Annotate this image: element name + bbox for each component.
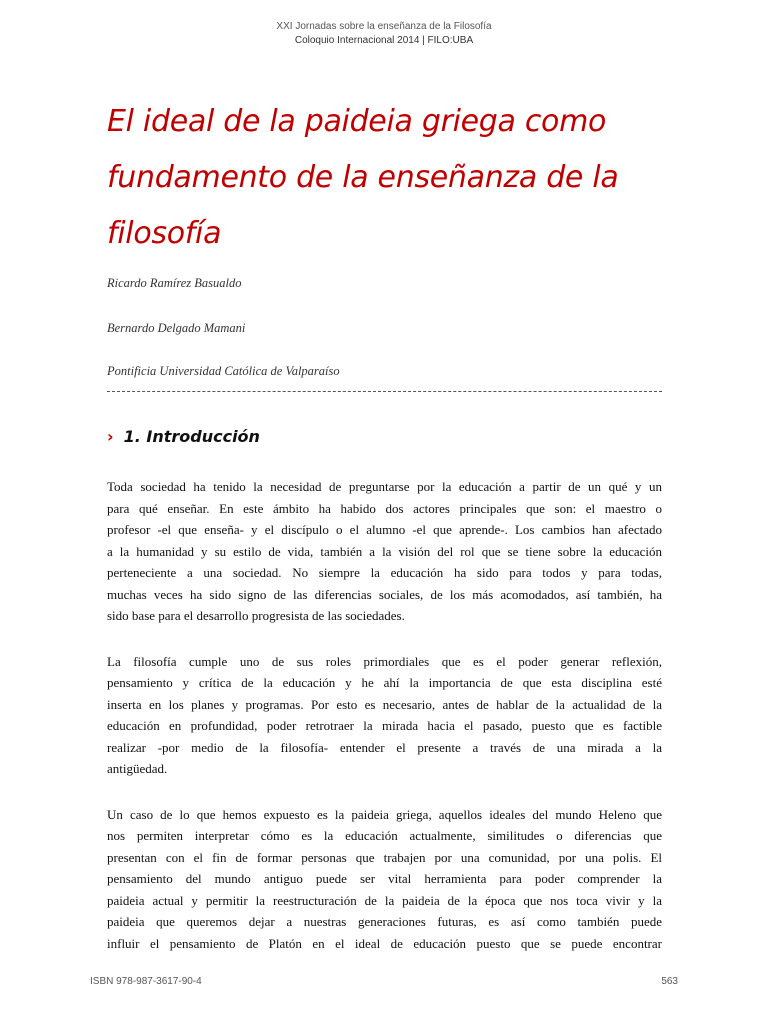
paragraph-line: Un caso de lo que hemos expuesto es la paideia griega, aquellos ideales del mundo Heleno que xyxy=(107,806,662,822)
title-line: filosofía xyxy=(107,216,222,251)
running-header xyxy=(0,20,768,48)
paragraph-line: paideia que queremos dejar a nuestras generaciones futuras, es así como también puede xyxy=(107,914,662,929)
author-affiliation: Pontificia Universidad Católica de Valparaíso xyxy=(107,364,340,378)
paragraph-line: paideia actual y permitir la reestructuración de la paideia de la época que nos toca vivir y la xyxy=(107,892,662,908)
paragraph-line: nos permiten interpretar cómo es la educación actualmente, similitudes o diferencias que xyxy=(107,828,662,843)
section-divider xyxy=(107,391,662,392)
conference-title: XXI Jornadas sobre la enseñanza de la Filosofía xyxy=(276,21,492,32)
paragraph-line: perteneciente a una sociedad. No siempre la educación ha sido para todos y para todas, xyxy=(107,565,662,580)
author-name: Bernardo Delgado Mamani xyxy=(107,321,246,335)
paragraph-line: profesor -el que enseña- y el discípulo o el alumno -el que aprende-. Los cambios han afectado xyxy=(107,522,662,537)
author-name: Ricardo Ramírez Basualdo xyxy=(107,276,242,290)
paragraph-line: para qué enseñar. En este ámbito ha habido dos actores principales que son: el maestro o xyxy=(107,500,662,516)
paragraph-line: Toda sociedad ha tenido la necesidad de preguntarse por la educación a partir de un qué y un xyxy=(107,479,662,494)
title-line: El ideal de la paideia griega como xyxy=(107,104,607,139)
article-body xyxy=(107,476,662,978)
paragraph-line: pensamiento y crítica de la educación y he ahí la importancia de que esta disciplina esté xyxy=(107,675,662,690)
paragraph-line: a la humanidad y su estilo de vida, también a la visión del rol que se tiene sobre la educación xyxy=(107,543,662,559)
body-paragraph xyxy=(107,804,662,955)
paragraph-line: influir el pensamiento de Platón en el ideal de educación puesto que se puede encontrar xyxy=(107,935,662,951)
article-title xyxy=(107,94,667,262)
paragraph-line: inserta en los planes y programas. Por esto es necesario, antes de hablar de la actualidad de la xyxy=(107,696,662,712)
paragraph-line: presentan con el fin de formar personas que trabajen por una comunidad, por una polis. El xyxy=(107,849,662,865)
conference-subtitle: Coloquio Internacional 2014 | FILO:UBA xyxy=(294,35,474,46)
paragraph-line: pensamiento del mundo antiguo puede ser vital herramienta para poder comprender la xyxy=(107,871,662,886)
paragraph-line: antigüedad. xyxy=(107,761,168,776)
paragraph-line: realizar -por medio de la filosofía- entender el presente a través de una mirada a la xyxy=(107,739,662,755)
paragraph-line: La filosofía cumple uno de sus roles primordiales que es el poder generar reflexión, xyxy=(107,653,662,669)
body-paragraph xyxy=(107,651,662,780)
isbn-label: ISBN 978-987-3617-90-4 xyxy=(90,976,202,987)
section-heading xyxy=(107,427,260,446)
paragraph-line: sido base para el desarrollo progresista de las sociedades. xyxy=(107,608,405,623)
body-paragraph xyxy=(107,476,662,627)
paragraph-line: educación en profundidad, poder retrotraer la mirada hacia el pasado, puesto que es factible xyxy=(107,718,662,733)
section-heading-text: 1. Introducción xyxy=(123,427,260,446)
page-number: 563 xyxy=(661,976,678,987)
title-line: fundamento de la enseñanza de la xyxy=(107,160,619,195)
paragraph-line: muchas veces ha sido signo de las diferencias sociales, de los más acomodados, así también, ha xyxy=(107,586,662,602)
chevron-right-icon: › xyxy=(107,427,114,446)
